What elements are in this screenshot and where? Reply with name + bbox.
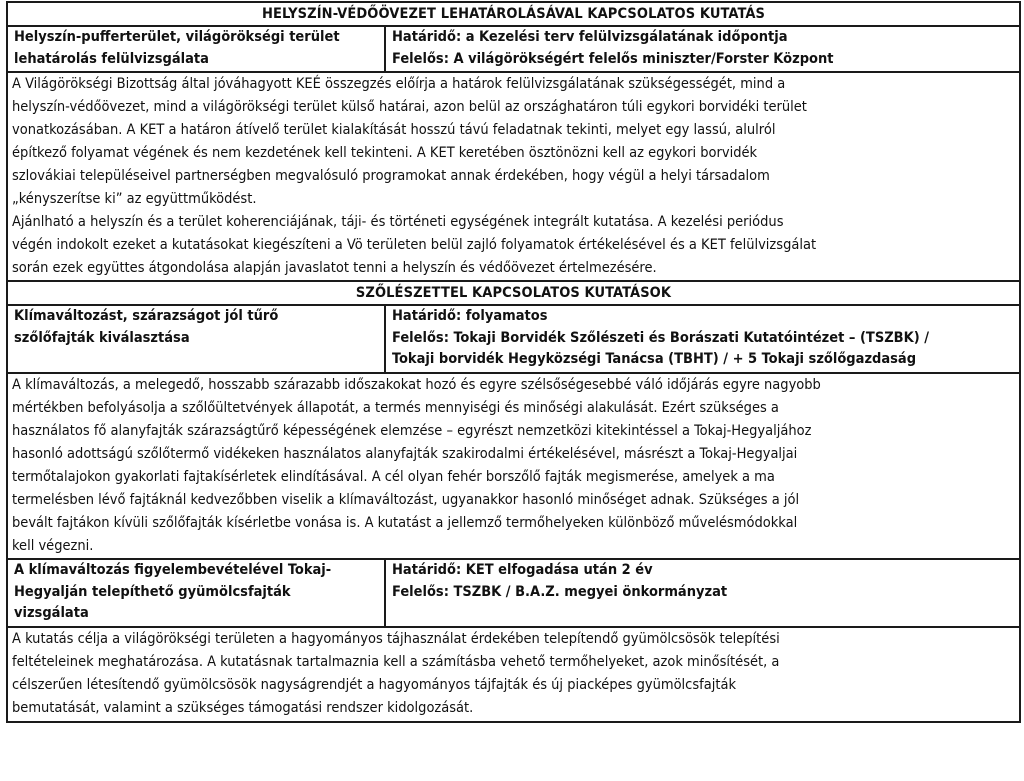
body-line: helyszín-védőövezet, mind a világörökségi terület külső határai, azon belül az országhatáron túli egykori borvidéki terület [12, 99, 807, 115]
responsible-text: Felelős: Tokaji Borvidék Szőlészeti és Borászati Kutatóintézet – (TSZBK) / [392, 329, 929, 346]
label-line: Klímaváltozást, szárazságot jól tűrő [14, 308, 279, 324]
body-line: Ajánlható a helyszín és a terület koherenciájának, táji- és történeti egységének integrált kutatása. A kezelési periódus [12, 214, 784, 230]
task-label-fruit-species [7, 559, 385, 627]
task-header-row [7, 26, 1020, 72]
body-line: hasonló adottságú szőlőtermő vidékeken használatos alanyfajták szakirodalmi értékelésével, másrészt a Tokaj-Hegyaljai [12, 446, 798, 462]
deadline-text: Határidő: a Kezelési terv felülvizsgálatának időpontja [392, 29, 788, 45]
task-header-row [7, 559, 1020, 627]
label-line: Helyszín-pufferterület, világörökségi terület [14, 29, 340, 45]
task-description-boundary [7, 72, 1020, 281]
responsible-text: Felelős: A világörökségért felelős miniszter/Forster Központ [392, 50, 834, 67]
task-label-boundary [7, 26, 385, 72]
body-line: végén indokolt ezeket a kutatásokat kiegészíteni a Vö területen belül zajló folyamatok értékelésével és a KET felülvizsgálat [12, 237, 817, 253]
body-line: vonatkozásában. A KET a határon átívelő terület kialakítását hosszú távú feladatnak tekinti, melyet egy lassú, alulról [12, 122, 776, 138]
task-header-row [7, 305, 1020, 373]
body-line: A Világörökségi Bizottság által jóváhagyott KEÉ összegzés előírja a határok felülvizsgálatának szükségességét, mind a [12, 76, 786, 92]
task-body-row [7, 627, 1020, 722]
label-line: A klímaváltozás figyelembevételével Tokaj- [14, 562, 332, 578]
label-line: lehatárolás felülvizsgálata [14, 50, 209, 67]
body-line: mértékben befolyásolja a szőlőültetvények állapotát, a termés mennyiségi és minőségi alakulását. Ezért szükséges a [12, 400, 779, 416]
body-line: feltételeinek meghatározása. A kutatásnak tartalmaznia kell a számításba vehető termőhelyeket, azok minősítését, a [12, 654, 780, 670]
body-line: A kutatás célja a világörökségi területen a hagyományos tájhasználat érdekében telepítendő gyümölcsösök telepítési [12, 631, 780, 647]
deadline-text: Határidő: folyamatos [392, 308, 548, 324]
task-body-row [7, 373, 1020, 559]
task-meta-fruit-species [385, 559, 1020, 627]
body-line: célszerűen létesítendő gyümölcsösök nagyságrendjét a hagyományos tájfajták és új piacképes gyümölcsfajták [12, 677, 737, 693]
task-body-row [7, 72, 1020, 281]
research-table [6, 1, 1021, 723]
body-line: szlovákiai településeivel partnerségben megvalósuló programokat annak érdekében, hogy végül a helyi társadalom [12, 168, 770, 184]
responsible-text: Felelős: TSZBK / B.A.Z. megyei önkormányzat [392, 583, 728, 600]
task-label-drought-tolerant-varieties [7, 305, 385, 373]
body-line: termelésben lévő fajtáknál kedvezőbben viselik a klímaváltozást, ugyanakkor hasonló minőséget adnak. Szükséges a jól [12, 492, 800, 508]
body-line: használatos fő alanyfajták szárazságtűrő képességének elemzése – egyrészt nemzetközi kitekintéssel a Tokaj-Hegyaljához [12, 423, 812, 439]
section-title-boundary-research: HELYSZÍN-VÉDŐÖVEZET LEHATÁROLÁSÁVAL KAPCSOLATOS KUTATÁS [7, 2, 1020, 26]
body-line: bevált fajtákon kívüli szőlőfajták kísérletbe vonása is. A kutatást a jellemző termőhelyeken különböző művelésmódokkal [12, 515, 798, 531]
body-line: „kényszerítse ki” az együttműködést. [12, 191, 257, 207]
label-line: szőlőfajták kiválasztása [14, 329, 190, 346]
task-description-drought-tolerant-varieties [7, 373, 1020, 559]
body-line: termőtalajokon gyakorlati fajtakísérletek elindításával. A cél olyan fehér borszőlő fajták megismerése, amelyek a ma [12, 469, 775, 485]
body-line: során ezek együttes átgondolása alapján javaslatot tenni a helyszín és védőövezet értelmezésére. [12, 260, 657, 276]
body-line: A klímaváltozás, a melegedő, hosszabb szárazabb időszakokat hozó és egyre szélsőségesebbé váló időjárás egyre nagyobb [12, 377, 821, 393]
label-line: Hegyalján telepíthető gyümölcsfajták [14, 583, 291, 600]
responsible-text: Tokaji borvidék Hegyközségi Tanácsa (TBHT) / + 5 Tokaji szőlőgazdaság [392, 351, 917, 367]
deadline-text: Határidő: KET elfogadása után 2 év [392, 562, 653, 578]
body-line: kell végezni. [12, 538, 94, 554]
body-line: építkező folyamat végének és nem kezdetének kell tekinteni. A KET keretében ösztönözni kell az egykori borvidék [12, 145, 758, 161]
task-description-fruit-species [7, 627, 1020, 722]
label-line: vizsgálata [14, 605, 89, 621]
body-line: bemutatását, valamint a szükséges támogatási rendszer kidolgozását. [12, 700, 474, 716]
task-meta-drought-tolerant-varieties [385, 305, 1020, 373]
section-title-row [7, 2, 1020, 26]
section-title-viticulture-research: SZŐLÉSZETTEL KAPCSOLATOS KUTATÁSOK [7, 281, 1020, 305]
section-title-row [7, 281, 1020, 305]
task-meta-boundary [385, 26, 1020, 72]
